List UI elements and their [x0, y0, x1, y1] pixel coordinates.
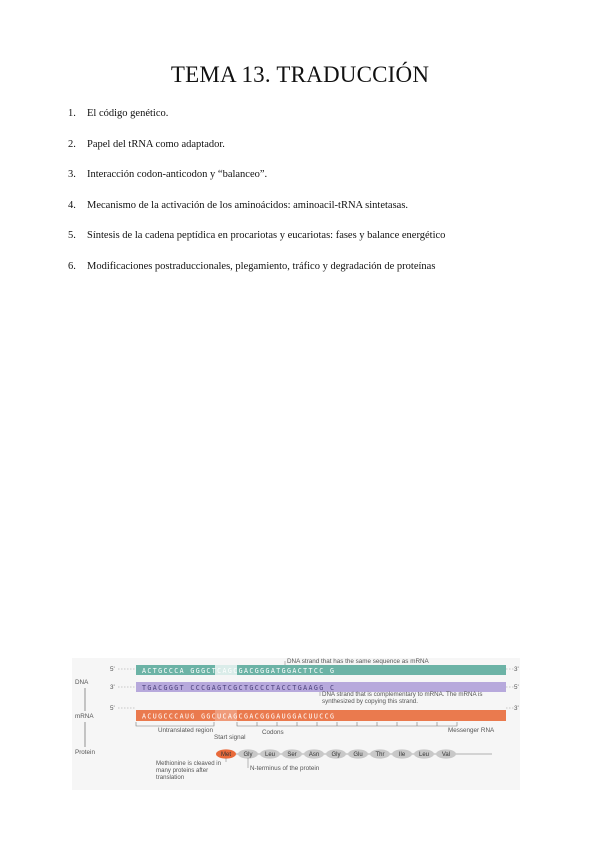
topic-number: 2. [68, 138, 76, 150]
untranslated-label: Untranslated region [158, 727, 213, 734]
amino-acid-label: Val [441, 752, 451, 759]
topic-item-1 [68, 104, 445, 124]
amino-acid-chain [216, 749, 456, 758]
mrna-sequence: ACUGCCCAUG GGCUCAGCGACGGGAUGGACUUCCG [142, 712, 336, 721]
start-signal-label: Start signal [214, 734, 246, 741]
amino-acid-label: Gly [243, 752, 253, 759]
met-note: Methionine is cleaved in many proteins after translation [156, 760, 222, 781]
topic-number: 5. [68, 230, 76, 241]
amino-acid-label: Ser [287, 752, 297, 759]
template-note-box [322, 691, 502, 709]
topic-item-4 [68, 196, 445, 216]
amino-acid-label: Ile [398, 752, 406, 759]
codon-brackets [237, 722, 457, 726]
untranslated-bracket [136, 722, 214, 726]
topic-item-3 [68, 165, 445, 185]
topic-item-6 [68, 257, 445, 277]
coding-strand-note: DNA strand that has the same sequence as mRNA [287, 658, 429, 665]
topic-text: Mecanismo de la activación de los aminoácidos: aminoacil-tRNA sintetasas. [87, 199, 409, 211]
n-terminus-note: N-terminus of the protein [250, 765, 320, 772]
topic-text: Interacción codon-anticodon y “balanceo”. [87, 169, 268, 180]
coding-strand-sequence: ACTGCCCA GGGCTCAGCGACGGGATGGACTTCC G [142, 667, 336, 675]
topic-item-5 [68, 226, 445, 246]
protein-label: Protein [75, 749, 95, 756]
topic-number: 1. [68, 108, 76, 119]
topic-number: 4. [68, 199, 76, 211]
document-title: TEMA 13. TRADUCCIÓN [170, 62, 430, 87]
amino-acid-label: Leu [264, 752, 276, 759]
coding-strand-5-prime: 5' [110, 666, 115, 673]
topic-list [68, 104, 445, 287]
template-strand-3-prime: 3' [110, 684, 115, 691]
translation-figure [72, 658, 520, 790]
topic-number: 3. [68, 169, 76, 180]
topic-text: El código genético. [87, 108, 169, 119]
topic-text: Modificaciones postraduccionales, plegamiento, tráfico y degradación de proteínas [87, 260, 436, 272]
amino-acid-label: Glu [353, 752, 363, 759]
template-strand-sequence: TGACGGGT CCCGAGTCGCTGCCCTACCTGAAGG C [142, 684, 336, 692]
codons-label: Codons [262, 729, 284, 736]
template-note: DNA strand that is complementary to mRNA. The mRNA is synthesized by copying this strand. [322, 691, 483, 705]
amino-acid-label: Thr [375, 752, 385, 759]
messenger-rna-label: Messenger RNA [448, 727, 495, 734]
mrna-3-prime: 3' [514, 705, 519, 712]
mrna-5-prime: 5' [110, 705, 115, 712]
amino-acid-label: Asn [308, 752, 320, 759]
amino-acid-label: Met [220, 752, 232, 759]
topic-text: Síntesis de la cadena peptídica en procariotas y eucariotas: fases y balance energético [87, 230, 446, 241]
amino-acid-label: Gly [331, 752, 341, 759]
translation-diagram [72, 658, 520, 790]
topic-number: 6. [68, 260, 76, 272]
coding-strand-3-prime: 3' [514, 666, 519, 673]
template-strand-5-prime: 5' [514, 684, 519, 691]
mrna-label: mRNA [75, 713, 94, 720]
topic-item-2 [68, 135, 445, 155]
dna-label: DNA [75, 679, 89, 686]
met-note-box [156, 760, 234, 790]
amino-acid-label: Leu [418, 752, 430, 759]
topic-text: Papel del tRNA como adaptador. [87, 138, 225, 150]
